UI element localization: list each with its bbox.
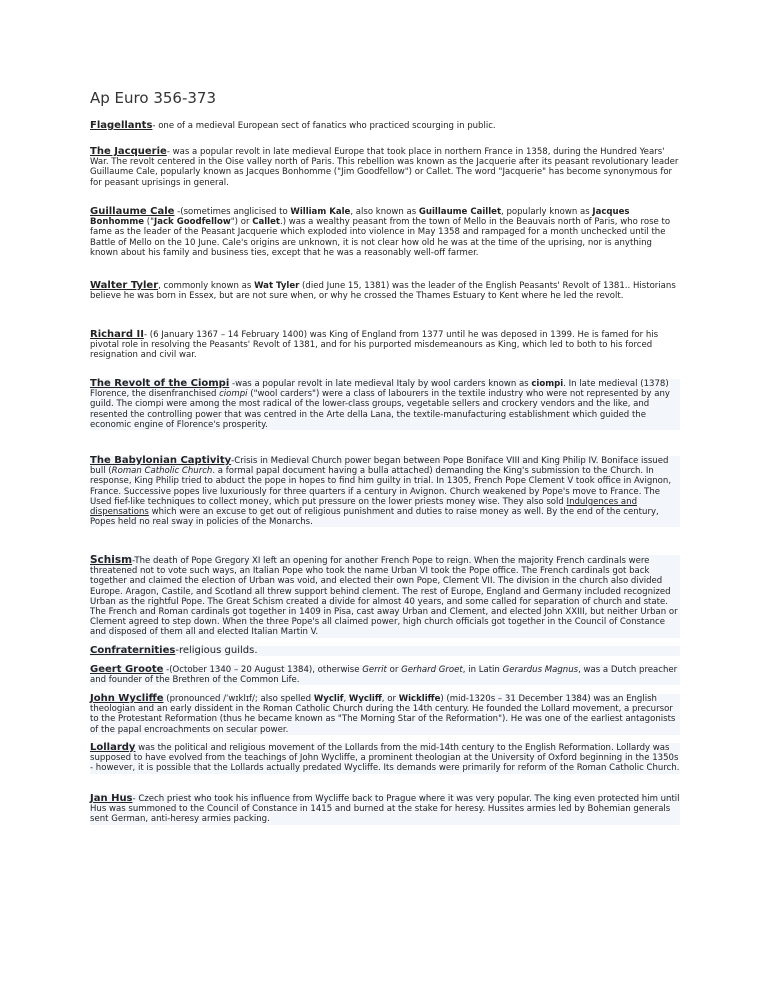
term-guillaume-cale: Guillaume Cale	[90, 206, 175, 217]
entry-lollardy: Lollardy was the political and religious movement of the Lollards from the mid-14th century to the English Reformation. Lollardy was supposed to have evolved from the teachings of John Wycliffe, a prominent theologian at the University of Oxford beginning in the 1350s - however, it is possible that the Lollards actually predated Wycliffe. Its demands were primarily for reform of the Roman Catholic Church.	[90, 742, 680, 774]
term-jacquerie: The Jacquerie	[90, 146, 167, 157]
term-flagellants: Flagellants	[90, 120, 153, 131]
entry-jan-hus: Jan Hus- Czech priest who took his influence from Wycliffe back to Prague where it was very popular. The king even protected him until Hus was summoned to the Council of Constance in 1415 and burned at the stake for heresy. Hussites armies led by Bohemian generals sent German, anti-heresy armies packing.	[90, 793, 680, 825]
term-babylonian-captivity: The Babylonian Captivity	[90, 455, 232, 466]
entry-confraternities: Confraternities-religious guilds.	[90, 646, 680, 656]
term-confraternities: Confraternities	[90, 645, 176, 656]
document-title: Ap Euro 356-373	[90, 89, 216, 107]
entry-jacquerie	[90, 147, 680, 188]
term-revolt-ciompi: The Revolt of the Ciompi	[90, 378, 230, 389]
entry-babylonian-captivity: The Babylonian Captivity-Crisis in Medieval Church power began between Pope Boniface VIII and King Philip IV. Boniface issued bull (Roman Catholic Church. a formal papal document having a bulla attached) demanding the King's submission to the Church. In response, King Philip tried to abduct the pope in hopes to find him guilty in trial. In 1305, French Pope Clement V took office in Avignon, France. Successive popes live luxuriously for three quarters if a century in Avignon. Church weakened by Pope's move to France. The Used fief-like techniques to collect money, which put pressure on the lower priests money wise. They also sold Indulgences and dispensations which were an excuse to get out of religious punishment and duties to raise money as well. By the end of the century, Popes held no real sway in policies of the Monarchs.	[90, 456, 680, 527]
entry-text: - was a popular revolt in late medieval Europe that took place in northern France in 1358, during the Hundred Years' War. The revolt centered in the Oise valley north of Paris. This rebellion was known as the Jacquerie after its peasant revolutionary leader Guillaume Cale, popularly known as Jacques Bonhomme ("Jim Goodfellow") or Callet. The word "Jacquerie" has become synonymous for for peasant uprisings in general.	[90, 147, 679, 188]
term-jan-hus: Jan Hus	[90, 793, 133, 804]
entry-revolt-ciompi: The Revolt of the Ciompi -was a popular revolt in late medieval Italy by wool carders known as ciompi. In late medieval (1378) Florence, the disenfranchised ciompi ("wool carders") were a class of labourers in the textile industry who were not represented by any guild. The ciompi were among the most radical of the lower-class groups, vegetable sellers and crockery vendors and the like, and resented the controlling power that was centred in the Arte della Lana, the textile-manufacturing establishment which guided the economic engine of Florence's prosperity.	[90, 379, 680, 430]
entry-schism: Schism-The death of Pope Gregory XI left an opening for another French Pope to reign. When the majority French cardinals were threatened not to vote such ways, an Italian Pope who took the name Urban VI took the Pope office. The French cardinals got back together and claimed the election of Urban was void, and elected their own Pope, Clement VII. The division in the church also divided Europe. Aragon, Castile, and Scotland all threw support behind clement. The rest of Europe, England and Germany included recognized Urban as the rightful Pope. The Great Schism created a divide for almost 40 years, and some called for separation of church and state. The French and Roman cardinals got together in 1409 in Pisa, cast away Urban and Clement, and elected John XXIII, but neither Urban or Clement agreed to step down. When the three Pope's all claimed power, high church officials got together in the Council of Constance and disposed of them all and elected Italian Martin V.	[90, 555, 680, 638]
term-geert-groote: Geert Groote	[90, 664, 164, 675]
entry-john-wycliffe: John Wycliffe (pronounced /ˈwɪklɪf/; also spelled Wyclif, Wycliff, or Wickliffe) (mid-1320s – 31 December 1384) was an English theologian and an early dissident in the Roman Catholic Church during the 14th century. He founded the Lollard movement, a precursor to the Protestant Reformation (thus he became known as "The Morning Star of the Reformation"). He was one of the earliest antagonists of the papal encroachments on secular power.	[90, 694, 680, 735]
entry-richard-ii: Richard II- (6 January 1367 – 14 February 1400) was King of England from 1377 until he was deposed in 1399. He is famed for his pivotal role in resolving the Peasants' Revolt of 1381, and for his purported misdemeanours as King, which led to both to his forced resignation and civil war.	[90, 329, 659, 361]
entry-text: - one of a medieval European sect of fanatics who practiced scourging in public.	[152, 121, 496, 131]
term-lollardy: Lollardy	[90, 742, 136, 753]
entry-flagellants	[90, 121, 680, 131]
entry-walter-tyler: Walter Tyler, commonly known as Wat Tyler (died June 15, 1381) was the leader of the English Peasants' Revolt of 1381.. Historians believe he was born in Essex, but are not sure when, or why he crossed the Thames Estuary to Kent where he led the revolt.	[90, 280, 676, 302]
term-richard-ii: Richard II	[90, 329, 144, 340]
term-john-wycliffe: John Wycliffe	[90, 693, 164, 704]
entry-guillaume-cale: Guillaume Cale -(sometimes anglicised to William Kale, also known as Guillaume Caillet, popularly known as Jacques Bonhomme ("Jack Goodfellow") or Callet.) was a wealthy peasant from the town of Mello in the Beauvais north of Paris, who rose to fame as the leader of the Peasant Jacquerie which exploded into violence in May 1358 and rampaged for a month unchecked until the Battle of Mello on the 10 June. Cale's origins are unknown, it is not clear how old he was at the time of the uprising, nor is anything known about his family and business ties, except that he was a reasonably well-off farmer.	[90, 206, 671, 258]
entry-geert-groote: Geert Groote -(October 1340 – 20 August 1384), otherwise Gerrit or Gerhard Groet, in Latin Gerardus Magnus, was a Dutch preacher and founder of the Brethren of the Common Life.	[90, 665, 680, 685]
term-walter-tyler: Walter Tyler	[90, 280, 159, 291]
term-schism: Schism	[90, 554, 133, 566]
